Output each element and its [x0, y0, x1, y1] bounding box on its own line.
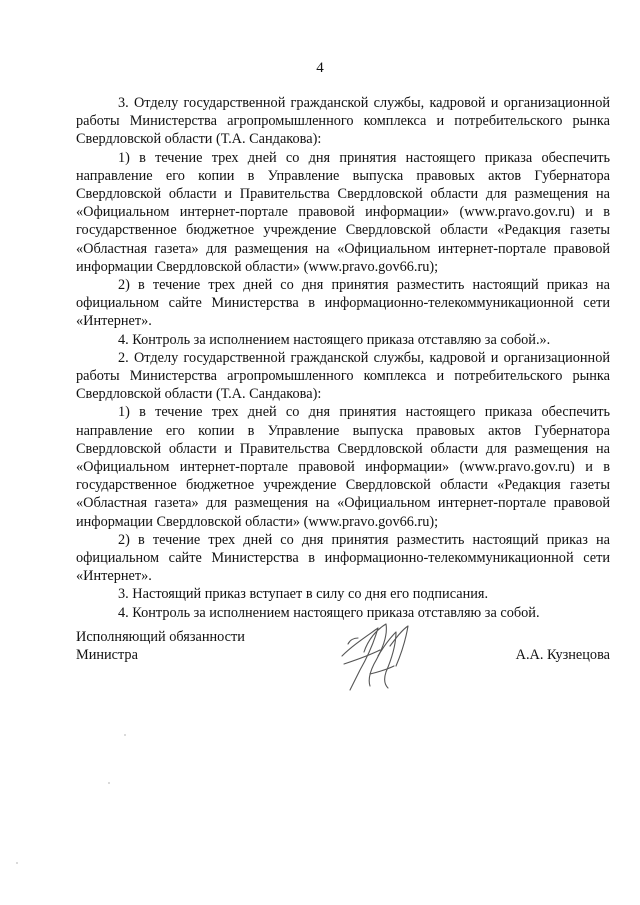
signature-block: [76, 628, 610, 708]
paragraph-subitem-1-publication: 1) в течение трех дней со дня принятия настоящего приказа обеспечить направление его копии в Управление выпуска правовых актов Губернатора Свердловской области и Правительства Свердловской области для размещения на «Официальном интернет-портале правовой информации» (www.pravo.gov.ru) и в государственное бюджетное учреждение Свердловской области «Редакция газеты «Областная газета» для размещения на «Официальном интернет-портале правовой информации Свердловской области» (www.pravo.gov66.ru);: [76, 149, 610, 275]
signer-name: А.А. Кузнецова: [515, 647, 610, 663]
paragraph-subitem-1-publication-2: 1) в течение трех дней со дня принятия настоящего приказа обеспечить направление его копии в Управление выпуска правовых актов Губернатора Свердловской области и Правительства Свердловской области для размещения на «Официальном интернет-портале правовой информации» (www.pravo.gov.ru) и в государственное бюджетное учреждение Свердловской области «Редакция газеты «Областная газета» для размещения на «Официальном интернет-портале правовой информации Свердловской области» (www.pravo.gov66.ru);: [76, 404, 610, 530]
page-number: 4: [316, 60, 324, 76]
paragraph-entry-into-force: 3. Настоящий приказ вступает в силу со дня его подписания.: [118, 586, 489, 603]
paragraph-dept-instruction-2: 2. Отделу государственной гражданской службы, кадровой и организационной работы Министерства агропромышленного комплекса и потребительского рынка Свердловской области (Т.А. Сандакова):: [76, 349, 610, 403]
paragraph-subitem-2-website: 2) в течение трех дней со дня принятия разместить настоящий приказ на официальном сайте Министерства в информационно-телекоммуникационной сети «Интернет».: [76, 277, 610, 330]
scan-speck: [124, 734, 126, 736]
paragraph-control: 4. Контроль за исполнением настоящего приказа отставляю за собой.: [118, 604, 540, 621]
document-body: [76, 94, 610, 622]
paragraph-control-quoted: 4. Контроль за исполнением настоящего приказа отставляю за собой.».: [118, 331, 551, 348]
scan-speck: [16, 862, 18, 864]
signer-title: Исполняющий обязанности Министра: [76, 629, 245, 664]
paragraph-dept-instruction-1: 3. Отделу государственной гражданской службы, кадровой и организационной работы Министерства агропромышленного комплекса и потребительского рынка Свердловской области (Т.А. Сандакова):: [76, 95, 610, 148]
scan-speck: [108, 782, 110, 784]
handwritten-signature-icon: [334, 616, 414, 694]
paragraph-subitem-2-website-2: 2) в течение трех дней со дня принятия разместить настоящий приказ на официальном сайте Министерства в информационно-телекоммуникационной сети «Интернет».: [76, 531, 610, 585]
